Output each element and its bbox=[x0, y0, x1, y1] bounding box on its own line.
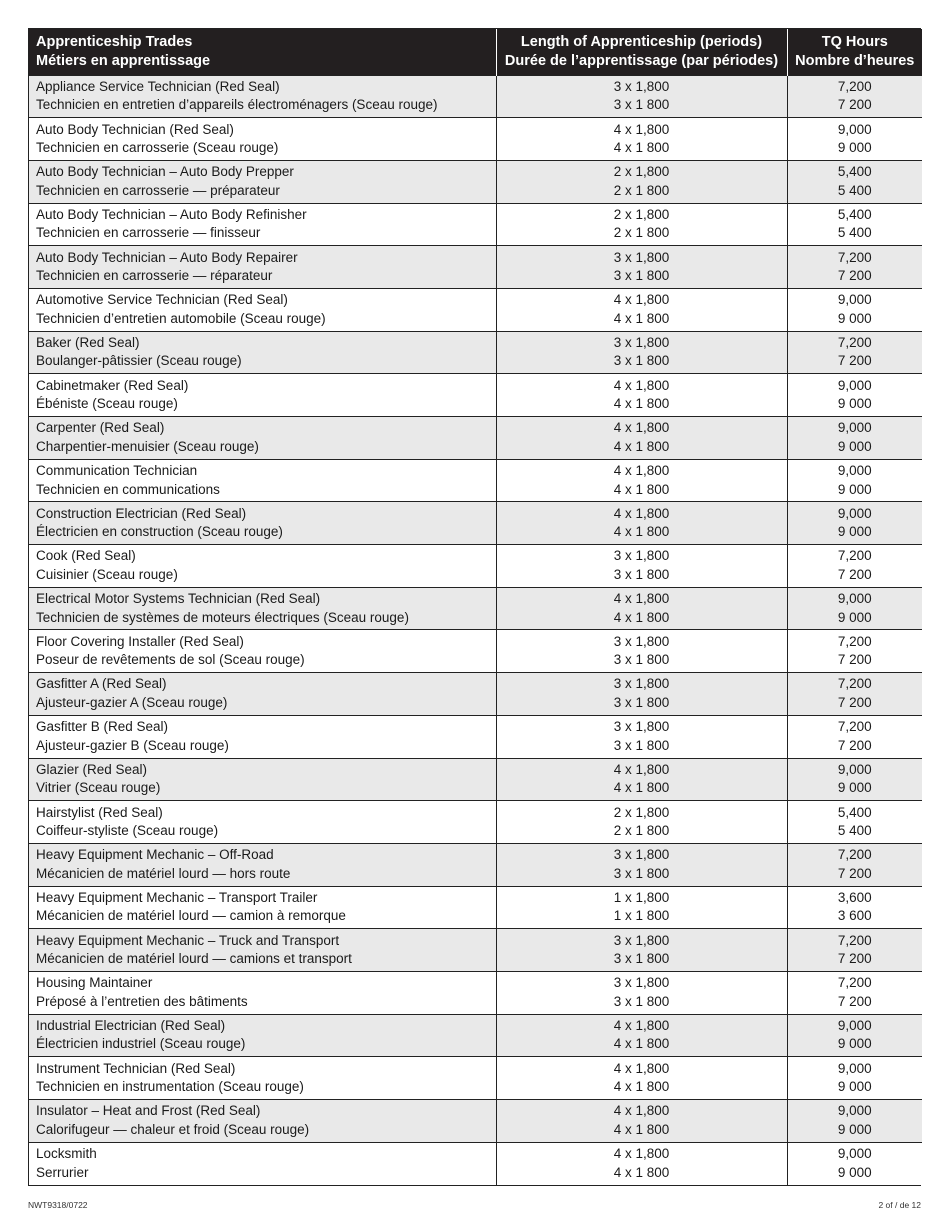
length-cell bbox=[496, 374, 787, 417]
hours-fr: 7 200 bbox=[837, 97, 872, 113]
trade-en: Communication Technician bbox=[36, 463, 198, 479]
header-hours-en: TQ Hours bbox=[821, 33, 888, 50]
trade-en: Instrument Technician (Red Seal) bbox=[36, 1060, 236, 1076]
trade-cell bbox=[29, 502, 496, 545]
length-fr: 2 x 1 800 bbox=[613, 823, 670, 839]
length-fr: 2 x 1 800 bbox=[613, 182, 670, 198]
hours-cell bbox=[787, 502, 922, 545]
trade-cell bbox=[29, 75, 496, 118]
hours-cell bbox=[787, 459, 922, 502]
hours-fr: 7 200 bbox=[837, 993, 872, 1009]
length-en: 4 x 1,800 bbox=[613, 1146, 670, 1162]
table-row bbox=[29, 331, 922, 374]
hours-en: 9,000 bbox=[837, 420, 872, 436]
hours-cell bbox=[787, 673, 922, 716]
length-cell bbox=[496, 971, 787, 1014]
header-trade bbox=[29, 29, 496, 75]
header-hours bbox=[787, 29, 922, 75]
trade-cell bbox=[29, 246, 496, 289]
table-row bbox=[29, 801, 922, 844]
length-en: 4 x 1,800 bbox=[613, 377, 670, 393]
length-en: 4 x 1,800 bbox=[613, 420, 670, 436]
page-number: 2 of / de 12 bbox=[878, 1200, 921, 1210]
trade-fr: Ajusteur-gazier B (Sceau rouge) bbox=[36, 737, 229, 753]
table-row bbox=[29, 715, 922, 758]
trade-en: Insulator – Heat and Frost (Red Seal) bbox=[36, 1103, 261, 1119]
length-fr: 4 x 1 800 bbox=[613, 396, 670, 412]
hours-fr: 9 000 bbox=[837, 1164, 872, 1180]
hours-fr: 5 400 bbox=[837, 182, 872, 198]
table-body bbox=[29, 75, 922, 1185]
length-cell bbox=[496, 160, 787, 203]
table-row bbox=[29, 203, 922, 246]
apprenticeship-table bbox=[28, 28, 921, 1186]
hours-fr: 7 200 bbox=[837, 694, 872, 710]
trade-fr: Électricien en construction (Sceau rouge) bbox=[36, 524, 283, 540]
trade-cell bbox=[29, 587, 496, 630]
header-length-fr: Durée de l’apprentissage (par périodes) bbox=[504, 52, 779, 69]
trade-cell bbox=[29, 203, 496, 246]
length-en: 4 x 1,800 bbox=[613, 505, 670, 521]
hours-en: 3,600 bbox=[837, 889, 872, 905]
length-en: 3 x 1,800 bbox=[613, 249, 670, 265]
table-row bbox=[29, 843, 922, 886]
hours-en: 9,000 bbox=[837, 121, 872, 137]
length-fr: 4 x 1 800 bbox=[613, 438, 670, 454]
length-en: 3 x 1,800 bbox=[613, 334, 670, 350]
trade-cell bbox=[29, 288, 496, 331]
length-cell bbox=[496, 843, 787, 886]
hours-en: 7,200 bbox=[837, 249, 872, 265]
length-cell bbox=[496, 715, 787, 758]
hours-cell bbox=[787, 587, 922, 630]
trade-fr: Boulanger-pâtissier (Sceau rouge) bbox=[36, 353, 242, 369]
trade-en: Auto Body Technician (Red Seal) bbox=[36, 121, 234, 137]
table-row bbox=[29, 459, 922, 502]
length-en: 4 x 1,800 bbox=[613, 463, 670, 479]
length-cell bbox=[496, 75, 787, 118]
length-en: 3 x 1,800 bbox=[613, 719, 670, 735]
trade-cell bbox=[29, 118, 496, 161]
length-en: 3 x 1,800 bbox=[613, 975, 670, 991]
length-cell bbox=[496, 1142, 787, 1185]
hours-fr: 7 200 bbox=[837, 353, 872, 369]
hours-cell bbox=[787, 75, 922, 118]
hours-fr: 9 000 bbox=[837, 1121, 872, 1137]
hours-fr: 5 400 bbox=[837, 225, 872, 241]
length-cell bbox=[496, 630, 787, 673]
length-cell bbox=[496, 118, 787, 161]
length-fr: 4 x 1 800 bbox=[613, 524, 670, 540]
length-en: 3 x 1,800 bbox=[613, 548, 670, 564]
hours-en: 9,000 bbox=[837, 463, 872, 479]
trade-en: Auto Body Technician – Auto Body Refinisher bbox=[36, 206, 307, 222]
trade-fr: Technicien d’entretien automobile (Sceau rouge) bbox=[36, 310, 326, 326]
table-row bbox=[29, 1057, 922, 1100]
length-en: 1 x 1,800 bbox=[613, 889, 670, 905]
trade-en: Auto Body Technician – Auto Body Repairer bbox=[36, 249, 298, 265]
table-row bbox=[29, 587, 922, 630]
trade-en: Locksmith bbox=[36, 1146, 97, 1162]
hours-cell bbox=[787, 417, 922, 460]
hours-cell bbox=[787, 630, 922, 673]
trade-fr: Technicien en carrosserie (Sceau rouge) bbox=[36, 140, 279, 156]
length-cell bbox=[496, 545, 787, 588]
hours-fr: 9 000 bbox=[837, 1036, 872, 1052]
length-cell bbox=[496, 1057, 787, 1100]
header-row bbox=[29, 29, 922, 75]
trade-en: Electrical Motor Systems Technician (Red Seal) bbox=[36, 591, 321, 607]
hours-cell bbox=[787, 160, 922, 203]
trade-cell bbox=[29, 545, 496, 588]
hours-cell bbox=[787, 246, 922, 289]
table-row bbox=[29, 1100, 922, 1143]
trade-cell bbox=[29, 843, 496, 886]
trade-en: Floor Covering Installer (Red Seal) bbox=[36, 633, 244, 649]
hours-cell bbox=[787, 1100, 922, 1143]
hours-cell bbox=[787, 1057, 922, 1100]
length-fr: 4 x 1 800 bbox=[613, 310, 670, 326]
hours-en: 5,400 bbox=[837, 164, 872, 180]
trade-en: Heavy Equipment Mechanic – Truck and Transport bbox=[36, 932, 340, 948]
hours-fr: 7 200 bbox=[837, 652, 872, 668]
trade-cell bbox=[29, 929, 496, 972]
length-fr: 3 x 1 800 bbox=[613, 737, 670, 753]
hours-en: 5,400 bbox=[837, 804, 872, 820]
length-fr: 4 x 1 800 bbox=[613, 481, 670, 497]
hours-cell bbox=[787, 929, 922, 972]
length-cell bbox=[496, 1100, 787, 1143]
trade-fr: Ébéniste (Sceau rouge) bbox=[36, 396, 178, 412]
table-row bbox=[29, 288, 922, 331]
hours-cell bbox=[787, 715, 922, 758]
length-en: 3 x 1,800 bbox=[613, 78, 670, 94]
table-row bbox=[29, 929, 922, 972]
table-row bbox=[29, 246, 922, 289]
hours-cell bbox=[787, 203, 922, 246]
length-fr: 4 x 1 800 bbox=[613, 780, 670, 796]
hours-cell bbox=[787, 843, 922, 886]
hours-en: 9,000 bbox=[837, 1060, 872, 1076]
length-fr: 3 x 1 800 bbox=[613, 566, 670, 582]
trade-en: Glazier (Red Seal) bbox=[36, 761, 148, 777]
trade-cell bbox=[29, 758, 496, 801]
trade-fr: Technicien en communications bbox=[36, 481, 220, 497]
trade-fr: Technicien en carrosserie — réparateur bbox=[36, 268, 273, 284]
hours-en: 7,200 bbox=[837, 932, 872, 948]
table-row bbox=[29, 374, 922, 417]
hours-en: 5,400 bbox=[837, 206, 872, 222]
length-fr: 1 x 1 800 bbox=[613, 908, 670, 924]
trade-en: Appliance Service Technician (Red Seal) bbox=[36, 78, 280, 94]
hours-fr: 9 000 bbox=[837, 524, 872, 540]
hours-fr: 9 000 bbox=[837, 481, 872, 497]
hours-cell bbox=[787, 758, 922, 801]
table-row bbox=[29, 758, 922, 801]
length-fr: 3 x 1 800 bbox=[613, 268, 670, 284]
hours-en: 7,200 bbox=[837, 78, 872, 94]
hours-en: 9,000 bbox=[837, 1017, 872, 1033]
trade-fr: Serrurier bbox=[36, 1164, 89, 1180]
hours-en: 7,200 bbox=[837, 847, 872, 863]
length-en: 4 x 1,800 bbox=[613, 1017, 670, 1033]
hours-cell bbox=[787, 1014, 922, 1057]
trade-en: Carpenter (Red Seal) bbox=[36, 420, 165, 436]
hours-cell bbox=[787, 374, 922, 417]
length-en: 4 x 1,800 bbox=[613, 121, 670, 137]
header-trade-en: Apprenticeship Trades bbox=[36, 33, 193, 50]
form-code: NWT9318/0722 bbox=[28, 1200, 88, 1210]
hours-fr: 7 200 bbox=[837, 737, 872, 753]
length-cell bbox=[496, 801, 787, 844]
trade-fr: Technicien en instrumentation (Sceau rouge) bbox=[36, 1079, 304, 1095]
hours-fr: 9 000 bbox=[837, 310, 872, 326]
trade-cell bbox=[29, 1142, 496, 1185]
trade-en: Baker (Red Seal) bbox=[36, 334, 140, 350]
trade-cell bbox=[29, 331, 496, 374]
length-cell bbox=[496, 587, 787, 630]
table-row bbox=[29, 502, 922, 545]
trade-fr: Mécanicien de matériel lourd — camions et transport bbox=[36, 951, 352, 967]
trade-cell bbox=[29, 459, 496, 502]
length-fr: 3 x 1 800 bbox=[613, 353, 670, 369]
header-length bbox=[496, 29, 787, 75]
length-fr: 4 x 1 800 bbox=[613, 1121, 670, 1137]
trades-table bbox=[29, 29, 922, 1185]
trade-cell bbox=[29, 971, 496, 1014]
trade-en: Gasfitter A (Red Seal) bbox=[36, 676, 167, 692]
table-row bbox=[29, 118, 922, 161]
length-cell bbox=[496, 673, 787, 716]
length-en: 3 x 1,800 bbox=[613, 633, 670, 649]
length-fr: 3 x 1 800 bbox=[613, 694, 670, 710]
trade-fr: Technicien de systèmes de moteurs électriques (Sceau rouge) bbox=[36, 609, 409, 625]
table-row bbox=[29, 1142, 922, 1185]
length-cell bbox=[496, 203, 787, 246]
trade-en: Heavy Equipment Mechanic – Transport Trailer bbox=[36, 889, 318, 905]
length-fr: 4 x 1 800 bbox=[613, 1079, 670, 1095]
trade-en: Housing Maintainer bbox=[36, 975, 153, 991]
length-en: 3 x 1,800 bbox=[613, 847, 670, 863]
trade-cell bbox=[29, 715, 496, 758]
length-fr: 2 x 1 800 bbox=[613, 225, 670, 241]
table-row bbox=[29, 971, 922, 1014]
length-cell bbox=[496, 502, 787, 545]
length-fr: 4 x 1 800 bbox=[613, 1164, 670, 1180]
hours-fr: 7 200 bbox=[837, 268, 872, 284]
length-fr: 3 x 1 800 bbox=[613, 993, 670, 1009]
length-cell bbox=[496, 417, 787, 460]
length-cell bbox=[496, 331, 787, 374]
hours-en: 9,000 bbox=[837, 505, 872, 521]
hours-en: 9,000 bbox=[837, 591, 872, 607]
header-hours-fr: Nombre d’heures bbox=[795, 52, 915, 69]
trade-cell bbox=[29, 630, 496, 673]
hours-fr: 9 000 bbox=[837, 609, 872, 625]
trade-en: Auto Body Technician – Auto Body Prepper bbox=[36, 164, 294, 180]
trade-cell bbox=[29, 1014, 496, 1057]
length-fr: 4 x 1 800 bbox=[613, 140, 670, 156]
length-fr: 4 x 1 800 bbox=[613, 1036, 670, 1052]
hours-fr: 7 200 bbox=[837, 566, 872, 582]
hours-fr: 3 600 bbox=[837, 908, 872, 924]
length-cell bbox=[496, 246, 787, 289]
table-row bbox=[29, 630, 922, 673]
hours-en: 9,000 bbox=[837, 292, 872, 308]
trade-fr: Électricien industriel (Sceau rouge) bbox=[36, 1036, 246, 1052]
length-en: 4 x 1,800 bbox=[613, 1060, 670, 1076]
hours-fr: 9 000 bbox=[837, 396, 872, 412]
hours-en: 7,200 bbox=[837, 548, 872, 564]
hours-fr: 5 400 bbox=[837, 823, 872, 839]
trade-en: Industrial Electrician (Red Seal) bbox=[36, 1017, 226, 1033]
length-cell bbox=[496, 459, 787, 502]
trade-cell bbox=[29, 374, 496, 417]
trade-cell bbox=[29, 1100, 496, 1143]
hours-en: 7,200 bbox=[837, 633, 872, 649]
length-en: 3 x 1,800 bbox=[613, 676, 670, 692]
trade-fr: Mécanicien de matériel lourd — hors route bbox=[36, 865, 291, 881]
length-fr: 3 x 1 800 bbox=[613, 652, 670, 668]
trade-cell bbox=[29, 886, 496, 929]
hours-en: 7,200 bbox=[837, 334, 872, 350]
hours-cell bbox=[787, 331, 922, 374]
trade-cell bbox=[29, 673, 496, 716]
length-fr: 3 x 1 800 bbox=[613, 951, 670, 967]
trade-en: Cabinetmaker (Red Seal) bbox=[36, 377, 189, 393]
trade-fr: Préposé à l’entretien des bâtiments bbox=[36, 993, 248, 1009]
table-row bbox=[29, 160, 922, 203]
length-en: 2 x 1,800 bbox=[613, 804, 670, 820]
trade-cell bbox=[29, 417, 496, 460]
trade-fr: Poseur de revêtements de sol (Sceau rouge) bbox=[36, 652, 305, 668]
hours-en: 9,000 bbox=[837, 377, 872, 393]
hours-cell bbox=[787, 545, 922, 588]
hours-cell bbox=[787, 801, 922, 844]
hours-fr: 7 200 bbox=[837, 951, 872, 967]
trade-fr: Coiffeur-styliste (Sceau rouge) bbox=[36, 823, 219, 839]
hours-fr: 7 200 bbox=[837, 865, 872, 881]
table-row bbox=[29, 545, 922, 588]
hours-en: 9,000 bbox=[837, 1103, 872, 1119]
trade-fr: Vitrier (Sceau rouge) bbox=[36, 780, 161, 796]
hours-cell bbox=[787, 1142, 922, 1185]
trade-cell bbox=[29, 1057, 496, 1100]
length-en: 4 x 1,800 bbox=[613, 1103, 670, 1119]
trade-cell bbox=[29, 801, 496, 844]
table-row bbox=[29, 1014, 922, 1057]
hours-fr: 9 000 bbox=[837, 780, 872, 796]
hours-en: 7,200 bbox=[837, 975, 872, 991]
hours-en: 9,000 bbox=[837, 761, 872, 777]
table-row bbox=[29, 886, 922, 929]
hours-cell bbox=[787, 886, 922, 929]
length-cell bbox=[496, 929, 787, 972]
header-trade-fr: Métiers en apprentissage bbox=[36, 52, 211, 69]
length-en: 2 x 1,800 bbox=[613, 164, 670, 180]
hours-cell bbox=[787, 118, 922, 161]
trade-en: Automotive Service Technician (Red Seal) bbox=[36, 292, 288, 308]
length-en: 4 x 1,800 bbox=[613, 591, 670, 607]
hours-en: 7,200 bbox=[837, 719, 872, 735]
trade-en: Cook (Red Seal) bbox=[36, 548, 136, 564]
hours-fr: 9 000 bbox=[837, 438, 872, 454]
trade-fr: Calorifugeur — chaleur et froid (Sceau rouge) bbox=[36, 1121, 310, 1137]
length-en: 3 x 1,800 bbox=[613, 932, 670, 948]
trade-fr: Ajusteur-gazier A (Sceau rouge) bbox=[36, 694, 228, 710]
length-fr: 3 x 1 800 bbox=[613, 97, 670, 113]
table-row bbox=[29, 75, 922, 118]
length-en: 4 x 1,800 bbox=[613, 761, 670, 777]
trade-fr: Technicien en entretien d’appareils électroménagers (Sceau rouge) bbox=[36, 97, 438, 113]
length-en: 2 x 1,800 bbox=[613, 206, 670, 222]
hours-fr: 9 000 bbox=[837, 1079, 872, 1095]
trade-cell bbox=[29, 160, 496, 203]
trade-en: Heavy Equipment Mechanic – Off-Road bbox=[36, 847, 274, 863]
trade-en: Construction Electrician (Red Seal) bbox=[36, 505, 247, 521]
hours-fr: 9 000 bbox=[837, 140, 872, 156]
trade-fr: Technicien en carrosserie — finisseur bbox=[36, 225, 261, 241]
trade-fr: Mécanicien de matériel lourd — camion à remorque bbox=[36, 908, 346, 924]
length-cell bbox=[496, 758, 787, 801]
table-row bbox=[29, 673, 922, 716]
length-cell bbox=[496, 1014, 787, 1057]
length-en: 4 x 1,800 bbox=[613, 292, 670, 308]
trade-fr: Cuisinier (Sceau rouge) bbox=[36, 566, 178, 582]
length-fr: 4 x 1 800 bbox=[613, 609, 670, 625]
trade-en: Gasfitter B (Red Seal) bbox=[36, 719, 169, 735]
hours-en: 7,200 bbox=[837, 676, 872, 692]
trade-fr: Technicien en carrosserie — préparateur bbox=[36, 182, 280, 198]
header-length-en: Length of Apprenticeship (periods) bbox=[520, 33, 763, 50]
hours-cell bbox=[787, 971, 922, 1014]
trade-en: Hairstylist (Red Seal) bbox=[36, 804, 163, 820]
hours-en: 9,000 bbox=[837, 1146, 872, 1162]
table-row bbox=[29, 417, 922, 460]
trade-fr: Charpentier-menuisier (Sceau rouge) bbox=[36, 438, 259, 454]
length-cell bbox=[496, 886, 787, 929]
length-cell bbox=[496, 288, 787, 331]
length-fr: 3 x 1 800 bbox=[613, 865, 670, 881]
hours-cell bbox=[787, 288, 922, 331]
table-header bbox=[29, 29, 922, 75]
